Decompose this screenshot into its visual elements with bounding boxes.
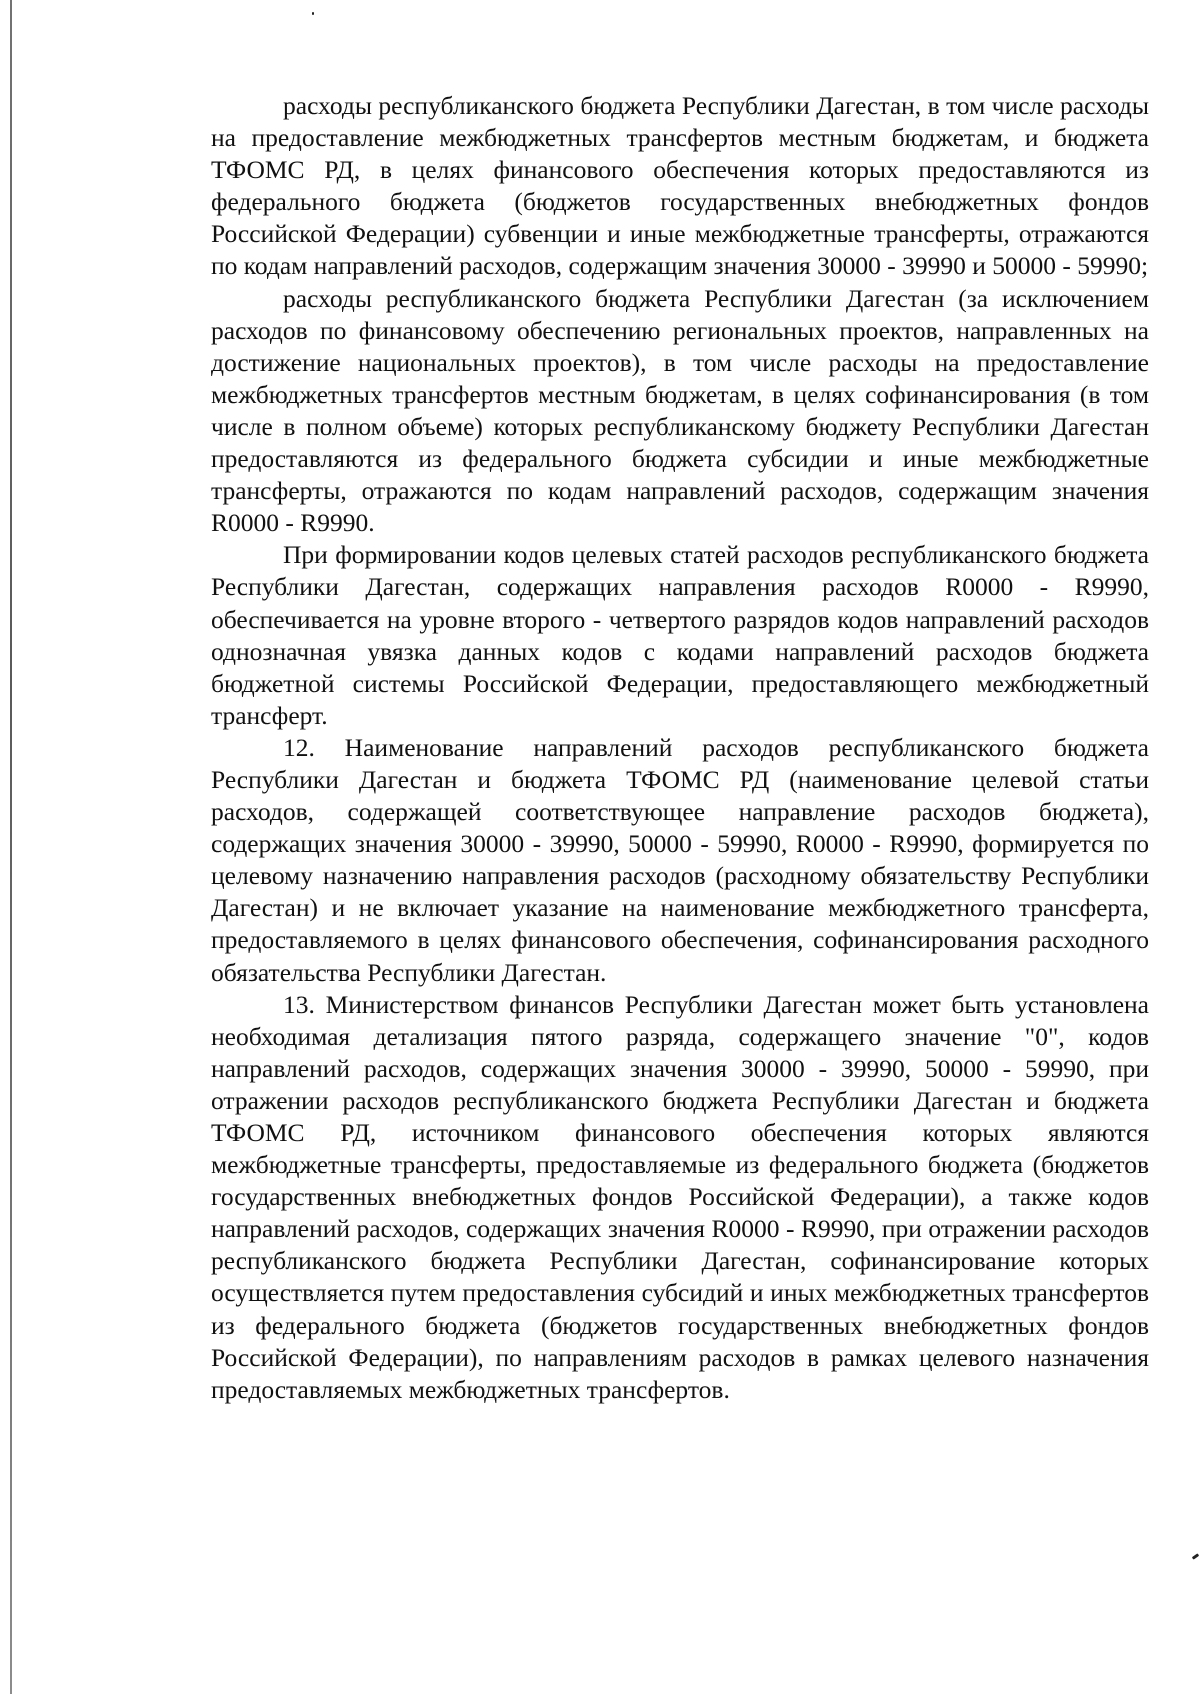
paragraph-subsidies-subventions: расходы республиканского бюджета Республики Дагестан, в том числе расходы на предоставление межбюджетных трансфертов местным бюджетам, и бюджета ТФОМС РД, в целях финансового обеспечения которых предоставляются из федерального бюджета (бюджетов государственных внебюджетных фондов Российской Федерации) субвенции и иные межбюджетные трансферты, отражаются по кодам направлений расходов, содержащим значения 30000 - 39990 и 50000 - 59990; — [211, 91, 1149, 281]
paragraph-cofinancing-expenses: расходы республиканского бюджета Республики Дагестан (за исключением расходов по финансовому обеспечению региональных проектов, направленных на достижение национальных проектов), в том числе расходы на предоставление межбюджетных трансфертов местным бюджетам, в целях софинансирования (в том числе в полном объеме) которых республиканскому бюджету Республики Дагестан предоставляются из федерального бюджета субсидии и иные межбюджетные трансферты, отражаются по кодам направлений расходов, содержащим значения R0000 - R9990. — [211, 283, 1149, 538]
scan-edge-line — [10, 0, 12, 1694]
paragraph-item-13: 13. Министерством финансов Республики Дагестан может быть установлена необходимая детализация пятого разряда, содержащего значение "0", кодов направлений расходов, содержащих значения 30000 - 39990, 50000 - 59990, при отражении расходов республиканского бюджета Республики Дагестан и бюджета ТФОМС РД, источником финансового обеспечения которых являются межбюджетные трансферты, предоставляемые из федерального бюджета (бюджетов государственных внебюджетных фондов Российской Федерации), а также кодов направлений расходов, содержащих значения R0000 - R9990, при отражении расходов республиканского бюджета Республики Дагестан, софинансирование которых осуществляется путем предоставления субсидий и иных межбюджетных трансфертов из федерального бюджета (бюджетов государственных внебюджетных фондов Российской Федерации), по направлениям расходов в рамках целевого назначения предоставляемых межбюджетных трансфертов. — [211, 989, 1149, 1404]
paragraph-item-12: 12. Наименование направлений расходов республиканского бюджета Республики Дагестан и бюджета ТФОМС РД (наименование целевой статьи расходов, содержащей соответствующее направление расходов бюджета), содержащих значения 30000 - 39990, 50000 - 59990, R0000 - R9990, формируется по целевому назначению направления расходов (расходному обязательству Республики Дагестан) и не включает указание на наименование межбюджетного трансферта, предоставляемого в целях финансового обеспечения, софинансирования расходного обязательства Республики Дагестан. — [211, 732, 1149, 987]
document-body — [211, 90, 1149, 1406]
paragraph-code-formation: При формировании кодов целевых статей расходов республиканского бюджета Республики Дагестан, содержащих направления расходов R0000 - R9990, обеспечивается на уровне второго - четвертого разрядов кодов направлений расходов однозначная увязка данных кодов с кодами направлений расходов бюджета бюджетной системы Российской Федерации, предоставляющего межбюджетный трансферт. — [211, 540, 1149, 730]
scan-speck — [312, 12, 314, 15]
scan-speck — [1192, 1553, 1199, 1559]
